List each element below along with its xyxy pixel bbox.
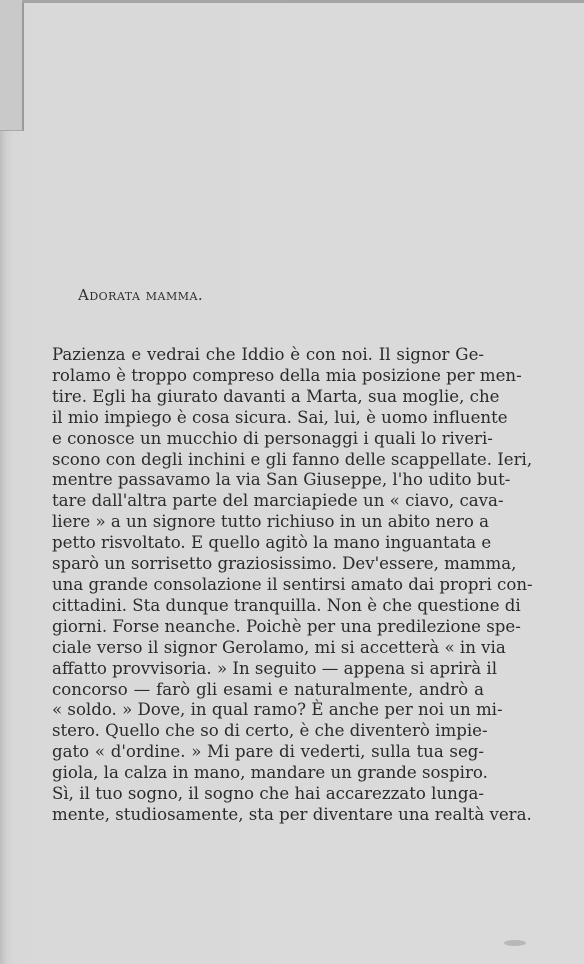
text-line: tire. Egli ha giurato davanti a Marta, sua moglie, che — [52, 386, 500, 406]
text-line: tare dall'altra parte del marciapiede un « ciavo, cava- — [52, 491, 504, 511]
text-line: liere » a un signore tutto richiuso in un abito nero a — [52, 512, 490, 532]
text-line: cittadini. Sta dunque tranquilla. Non è che questione di — [52, 595, 521, 615]
text-line: Pazienza e vedrai che Iddio è con noi. Il signor Ge- — [52, 345, 484, 364]
text-line: una grande consolazione il sentirsi amato dai propri con- — [52, 574, 533, 594]
top-edge — [22, 0, 584, 3]
text-line: « soldo. » Dove, in qual ramo? È anche per noi un mi- — [52, 700, 503, 720]
text-line: giorni. Forse neanche. Poichè per una predilezione spe- — [52, 616, 521, 636]
page-edge-shadow — [0, 0, 24, 131]
text-line: petto risvoltato. E quello agitò la mano inguantata e — [52, 533, 492, 553]
text-line: mente, studiosamente, sta per diventare una realtà vera. — [52, 804, 532, 824]
page-smudge — [504, 940, 526, 946]
text-line: sparò un sorrisetto graziosissimo. Dev'essere, mamma, — [52, 554, 517, 574]
text-line: giola, la calza in mano, mandare un grande sospiro. — [52, 763, 488, 783]
text-line: il mio impiego è cosa sicura. Sai, lui, è uomo influente — [52, 407, 508, 427]
text-line: scono con degli inchini e gli fanno delle scappellate. Ieri, — [52, 449, 533, 469]
text-line: gato « d'ordine. » Mi pare di vederti, sulla tua seg- — [52, 742, 484, 762]
text-line: stero. Quello che so di certo, è che diventerò impie- — [52, 721, 488, 741]
text-line: ciale verso il signor Gerolamo, mi si accetterà « in via — [52, 637, 506, 657]
text-line: e conosce un mucchio di personaggi i quali lo riveri- — [52, 428, 493, 448]
text-line: rolamo è troppo compreso della mia posizione per men- — [52, 365, 522, 385]
text-line: affatto provvisoria. » In seguito — appena si aprirà il — [52, 658, 498, 678]
text-line: concorso — farò gli esami e naturalmente, andrò a — [52, 679, 484, 699]
letter-body — [52, 345, 533, 826]
text-line: Sì, il tuo sogno, il sogno che hai accarezzato lunga- — [52, 784, 484, 804]
text-line: mentre passavamo la via San Giuseppe, l'ho udito but- — [52, 470, 511, 490]
letter-salutation: Adorata mamma. — [78, 286, 204, 304]
